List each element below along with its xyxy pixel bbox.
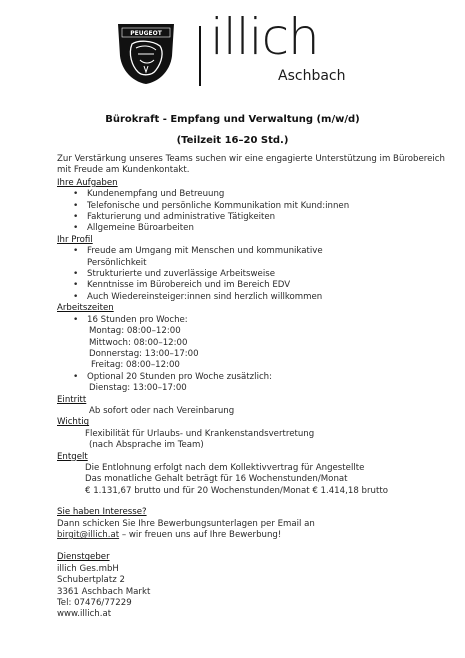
entgelt-line: Das monatliche Gehalt beträgt für 16 Wochenstunden/Monat xyxy=(85,474,348,485)
list-item: • Freude am Umgang mit Menschen und kommunikative xyxy=(57,246,457,257)
list-item: • Auch Wiedereinsteiger:innen sind herzlich willkommen xyxy=(57,292,457,303)
list-item: • Telefonische und persönliche Kommunikation mit Kund:innen xyxy=(57,201,457,212)
list-item: • Strukturierte und zuverlässige Arbeitsweise xyxy=(57,269,457,280)
eintritt-text: Ab sofort oder nach Vereinbarung xyxy=(89,405,235,416)
arbeitszeiten-optional-list xyxy=(57,372,457,383)
entgelt-line: € 1.131,67 brutto und für 20 Wochenstunden/Monat € 1.414,18 brutto xyxy=(85,485,388,496)
spacer xyxy=(57,541,457,552)
eintritt-heading: Eintritt xyxy=(57,394,87,405)
intro-text: Zur Verstärkung unseres Teams suchen wir eine engagierte Unterstützung im Bürobereich mit Freude am Kundenkontakt. xyxy=(57,154,445,176)
badge-text: PEUGEOT xyxy=(130,30,162,37)
peugeot-lion-badge-icon xyxy=(112,20,180,86)
dienstgeber-heading: Dienstgeber xyxy=(57,552,110,563)
interesse-heading: Sie haben Interesse? xyxy=(57,507,147,518)
interesse-line-rest: – wir freuen uns auf Ihre Bewerbung! xyxy=(119,530,282,540)
aufgaben-heading: Ihre Aufgaben xyxy=(57,177,118,188)
divider-bar xyxy=(199,26,201,86)
spacer xyxy=(57,497,457,507)
dienstgeber-line: Tel: 07476/77229 xyxy=(57,598,132,609)
email-link[interactable]: birgit@illich.at xyxy=(57,530,120,540)
brand-location: Aschbach xyxy=(278,68,346,84)
wichtig-line: (nach Absprache im Team) xyxy=(89,440,204,451)
day-thursday: Donnerstag: 13:00–17:00 xyxy=(89,348,199,359)
job-subtitle: (Teilzeit 16–20 Std.) xyxy=(176,135,289,146)
day-tuesday: Dienstag: 13:00–17:00 xyxy=(89,383,187,394)
list-item: • Kenntnisse im Bürobereich und im Bereich EDV xyxy=(57,280,457,291)
dienstgeber-line: 3361 Aschbach Markt xyxy=(57,586,151,597)
entgelt-line: Die Entlohnung erfolgt nach dem Kollektivvertrag für Angestellte xyxy=(85,462,365,473)
logo-header xyxy=(112,8,372,90)
dienstgeber-line: Schubertplatz 2 xyxy=(57,575,125,586)
day-monday: Montag: 08:00–12:00 xyxy=(89,326,181,337)
list-item: • Allgemeine Büroarbeiten xyxy=(57,223,457,234)
job-description xyxy=(57,154,457,621)
list-item: • Optional 20 Stunden pro Woche zusätzlich: xyxy=(57,372,457,383)
aufgaben-list xyxy=(57,189,457,235)
wichtig-heading: Wichtig xyxy=(57,417,90,428)
list-item: • 16 Stunden pro Woche: xyxy=(57,315,457,326)
interesse-line: Dann schicken Sie Ihre Bewerbungsunterlagen per Email an xyxy=(57,518,315,529)
website-link[interactable]: www.illich.at xyxy=(57,609,112,620)
brand-name: illich xyxy=(210,8,319,66)
arbeitszeiten-list xyxy=(57,315,457,326)
profil-heading: Ihr Profil xyxy=(57,234,93,245)
entgelt-heading: Entgelt xyxy=(57,451,88,462)
dienstgeber-line: illich Ges.mbH xyxy=(57,563,119,574)
list-item-continuation: Persönlichkeit xyxy=(87,257,147,268)
job-title: Bürokraft - Empfang und Verwaltung (m/w/d) xyxy=(105,114,360,125)
wichtig-line: Flexibilität für Urlaubs- und Krankenstandsvertretung xyxy=(85,428,315,439)
interesse-line xyxy=(57,530,457,541)
profil-list xyxy=(57,246,457,303)
day-friday: Freitag: 08:00–12:00 xyxy=(91,360,180,371)
day-wednesday: Mittwoch: 08:00–12:00 xyxy=(89,337,188,348)
arbeitszeiten-heading: Arbeitszeiten xyxy=(57,303,114,314)
list-item: • Kundenempfang und Betreuung xyxy=(57,189,457,200)
list-item: • Fakturierung und administrative Tätigkeiten xyxy=(57,212,457,223)
